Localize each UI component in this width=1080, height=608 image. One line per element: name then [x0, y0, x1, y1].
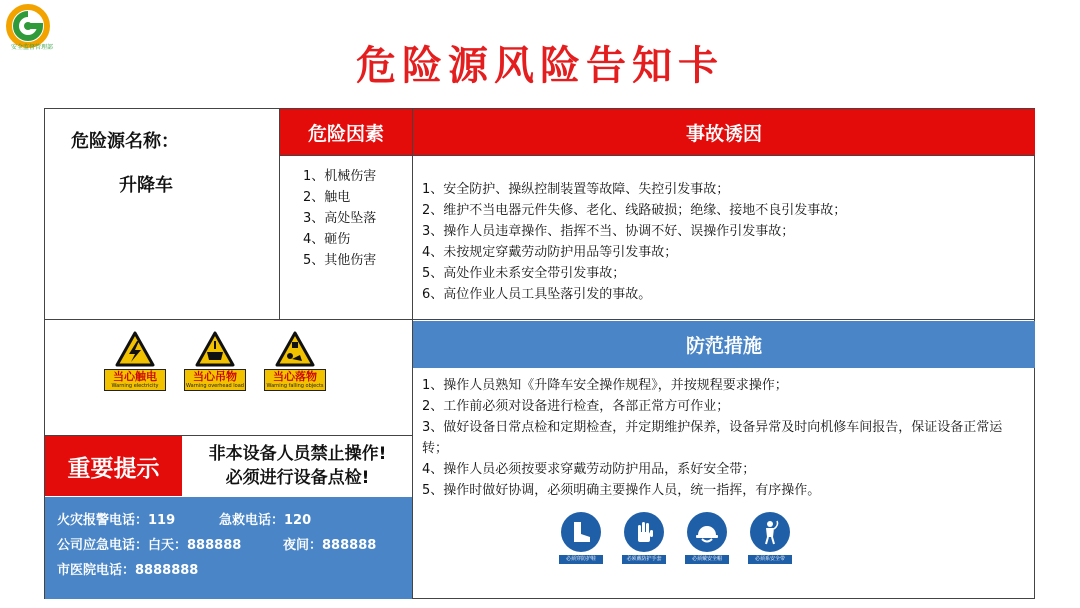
fire-phone: 火灾报警电话：119 — [57, 513, 176, 528]
ppe-sign-gloves: 必须戴防护手套 — [620, 512, 668, 564]
safety-harness-icon — [757, 519, 783, 545]
list-item: 5、操作时做好协调，必须明确主要操作人员，统一指挥，有序操作。 — [422, 483, 821, 498]
overhead-load-warning-icon — [195, 331, 235, 367]
preventive-measures-list — [422, 375, 1024, 501]
logo-caption: 安全监督管理部 — [10, 44, 53, 51]
warning-sign-falling-objects: 当心落物 Warning falling objects — [261, 331, 329, 391]
protective-gloves-icon — [631, 519, 657, 545]
list-item: 1、操作人员熟知《升降车安全操作规程》，并按规程要求操作； — [422, 378, 788, 393]
ppe-sign-helmet: 必须戴安全帽 — [683, 512, 731, 564]
list-item: 2、维护不当电器元件失修、老化、线路破损；绝缘、接地不良引发事故； — [422, 203, 847, 218]
risk-factors-list — [303, 166, 376, 271]
risk-factors-header: 危险因素 — [280, 109, 412, 155]
company-night-phone: 夜间：888888 — [283, 538, 377, 553]
list-item: 3、做好设备日常点检和定期检查，并定期维护保养，设备异常及时向机修车间报告，保证设备正常运转； — [422, 420, 1003, 456]
list-item: 1、机械伤害 — [303, 169, 377, 184]
protective-boots-icon — [568, 519, 594, 545]
accident-causes-list — [422, 179, 846, 305]
list-item: 2、工作前必须对设备进行检查，各部正常方可作业； — [422, 399, 730, 414]
electric-shock-warning-icon — [115, 331, 155, 367]
page-title: 危险源风险告知卡 — [356, 43, 724, 89]
hospital-phone: 市医院电话：8888888 — [57, 563, 199, 578]
ambulance-phone: 急救电话：120 — [219, 513, 312, 528]
hazard-source-label: 危险源名称： — [71, 131, 179, 152]
list-item: 5、其他伤害 — [303, 253, 377, 268]
hazard-source-value: 升降车 — [119, 175, 173, 196]
safety-helmet-icon — [694, 519, 720, 545]
list-item: 5、高处作业未系安全带引发事故； — [422, 266, 626, 281]
list-item: 4、砸伤 — [303, 232, 351, 247]
important-notice-text — [183, 436, 412, 496]
accident-causes-header: 事故诱因 — [413, 109, 1035, 155]
list-item: 2、触电 — [303, 190, 351, 205]
company-day-phone: 公司应急电话：白天：888888 — [57, 538, 242, 553]
risk-card — [44, 108, 1035, 599]
list-item: 3、高处坠落 — [303, 211, 377, 226]
emergency-phones-panel — [45, 497, 412, 599]
notice-line-2: 必须进行设备点检! — [225, 468, 370, 488]
important-notice-tag: 重要提示 — [45, 436, 182, 496]
list-item: 4、未按规定穿戴劳动防护用品等引发事故； — [422, 245, 678, 260]
ppe-sign-harness: 必须系安全带 — [746, 512, 794, 564]
list-item: 3、操作人员违章操作、指挥不当、协调不好、误操作引发事故； — [422, 224, 795, 239]
list-item: 1、安全防护、操纵控制装置等故障、失控引发事故； — [422, 182, 730, 197]
warning-sign-electricity: 当心触电 Warning electricity — [101, 331, 169, 391]
list-item: 4、操作人员必须按要求穿戴劳动防护用品，系好安全带； — [422, 462, 756, 477]
warning-sign-overhead-load: 当心吊物 Warning overhead load — [181, 331, 249, 391]
ppe-sign-boots: 必须穿防护鞋 — [557, 512, 605, 564]
list-item: 6、高位作业人员工具坠落引发的事故。 — [422, 287, 652, 302]
falling-objects-warning-icon — [275, 331, 315, 367]
notice-line-1: 非本设备人员禁止操作! — [208, 444, 387, 464]
preventive-measures-header: 防范措施 — [413, 321, 1035, 368]
